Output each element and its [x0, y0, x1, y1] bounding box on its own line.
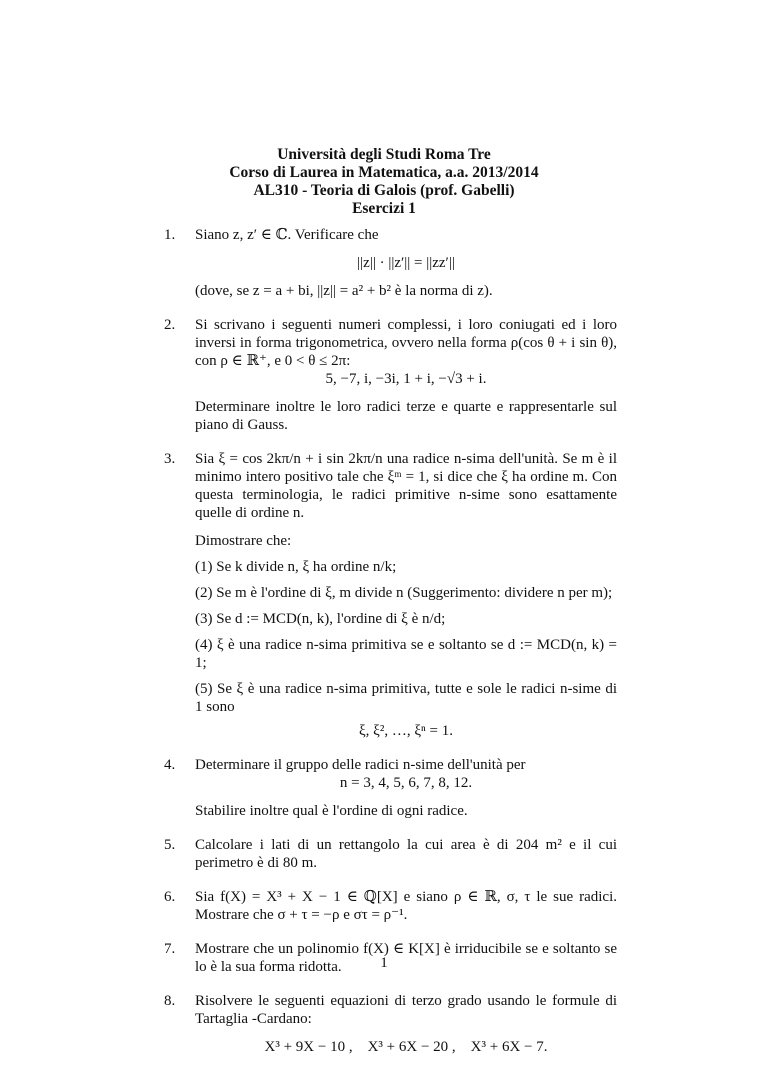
exercise-4	[162, 756, 617, 820]
exercise-text: Sia ξ = cos 2kπ/n + i sin 2kπ/n una radice n-sima dell'unità. Se m è il minimo intero positivo tale che ξᵐ = 1, si dice che ξ ha ordine m. Con questa terminologia, le radici primitive n-sime sono esattamente quelle di ordine n.	[195, 451, 617, 521]
exercise-6	[162, 888, 617, 924]
exercise-list	[162, 226, 617, 1072]
course-name: Corso di Laurea in Matematica, a.a. 2013/2014	[229, 164, 539, 181]
display-formula: n = 3, 4, 5, 6, 7, 8, 12.	[339, 775, 473, 791]
display-formula: ξ, ξ², …, ξⁿ = 1.	[359, 723, 453, 739]
exercise-text: Sia f(X) = X³ + X − 1 ∈ ℚ[X] e siano ρ ∈ ℝ, σ, τ le sue radici. Mostrare che σ + τ = −ρ e στ = ρ⁻¹.	[195, 889, 617, 923]
exercise-text: Mostrare che un polinomio f(X) ∈ K[X] è irriducibile se e soltanto se lo è la sua forma ridotta.	[195, 941, 617, 975]
exercise-number: 4.	[164, 757, 176, 773]
exercise-text: Risolvere le seguenti equazioni di terzo grado usando le formule di Tartaglia -Cardano:	[195, 993, 617, 1027]
exercise-number: 3.	[164, 451, 176, 467]
exercise-text: Siano z, z′ ∈ ℂ. Verificare che	[195, 227, 379, 243]
exercise-number: 6.	[164, 889, 176, 905]
exercise-3	[162, 450, 617, 740]
exercise-8	[162, 992, 617, 1056]
exercise-item: (2) Se m è l'ordine di ξ, m divide n (Suggerimento: dividere n per m);	[195, 585, 613, 601]
university-name: Università degli Studi Roma Tre	[277, 146, 491, 163]
exercise-note: Determinare inoltre le loro radici terze e quarte e rappresentarle sul piano di Gauss.	[195, 399, 617, 433]
display-formula: X³ + 9X − 10 , X³ + 6X − 20 , X³ + 6X − 7.	[264, 1039, 548, 1055]
exercise-number: 2.	[164, 317, 176, 333]
exercise-text: Determinare il gruppo delle radici n-sime dell'unità per	[195, 757, 526, 773]
exercise-1	[162, 226, 617, 300]
exercise-number: 1.	[164, 227, 176, 243]
exercise-number: 7.	[164, 941, 176, 957]
exercise-intro: Dimostrare che:	[195, 533, 292, 549]
page-number: 1	[380, 955, 388, 971]
exercise-text: Calcolare i lati di un rettangolo la cui area è di 204 m² e il cui perimetro è di 80 m.	[195, 837, 617, 871]
document-title: Esercizi 1	[352, 200, 416, 217]
exercise-note: (dove, se z = a + bi, ||z|| = a² + b² è la norma di z).	[195, 283, 493, 299]
document-header	[0, 146, 768, 218]
display-formula: 5, −7, i, −3i, 1 + i, −√3 + i.	[325, 371, 487, 387]
display-formula: ||z|| · ||z′|| = ||zz′||	[357, 255, 455, 271]
exercise-2	[162, 316, 617, 434]
exercise-item: (4) ξ è una radice n-sima primitiva se e soltanto se d := MCD(n, k) = 1;	[195, 637, 617, 671]
module-name: AL310 - Teoria di Galois (prof. Gabelli)	[253, 182, 515, 199]
exercise-number: 8.	[164, 993, 176, 1009]
exercise-item: (1) Se k divide n, ξ ha ordine n/k;	[195, 559, 397, 575]
exercise-number: 5.	[164, 837, 176, 853]
exercise-5	[162, 836, 617, 872]
exercise-text: Si scrivano i seguenti numeri complessi, i loro coniugati ed i loro inversi in forma trigonometrica, ovvero nella forma ρ(cos θ + i sin θ), con ρ ∈ ℝ⁺, e 0 < θ ≤ 2π:	[195, 317, 617, 369]
exercise-item: (3) Se d := MCD(n, k), l'ordine di ξ è n/d;	[195, 611, 446, 627]
exercise-item: (5) Se ξ è una radice n-sima primitiva, tutte e sole le radici n-sime di 1 sono	[195, 681, 617, 715]
exercise-note: Stabilire inoltre qual è l'ordine di ogni radice.	[195, 803, 468, 819]
